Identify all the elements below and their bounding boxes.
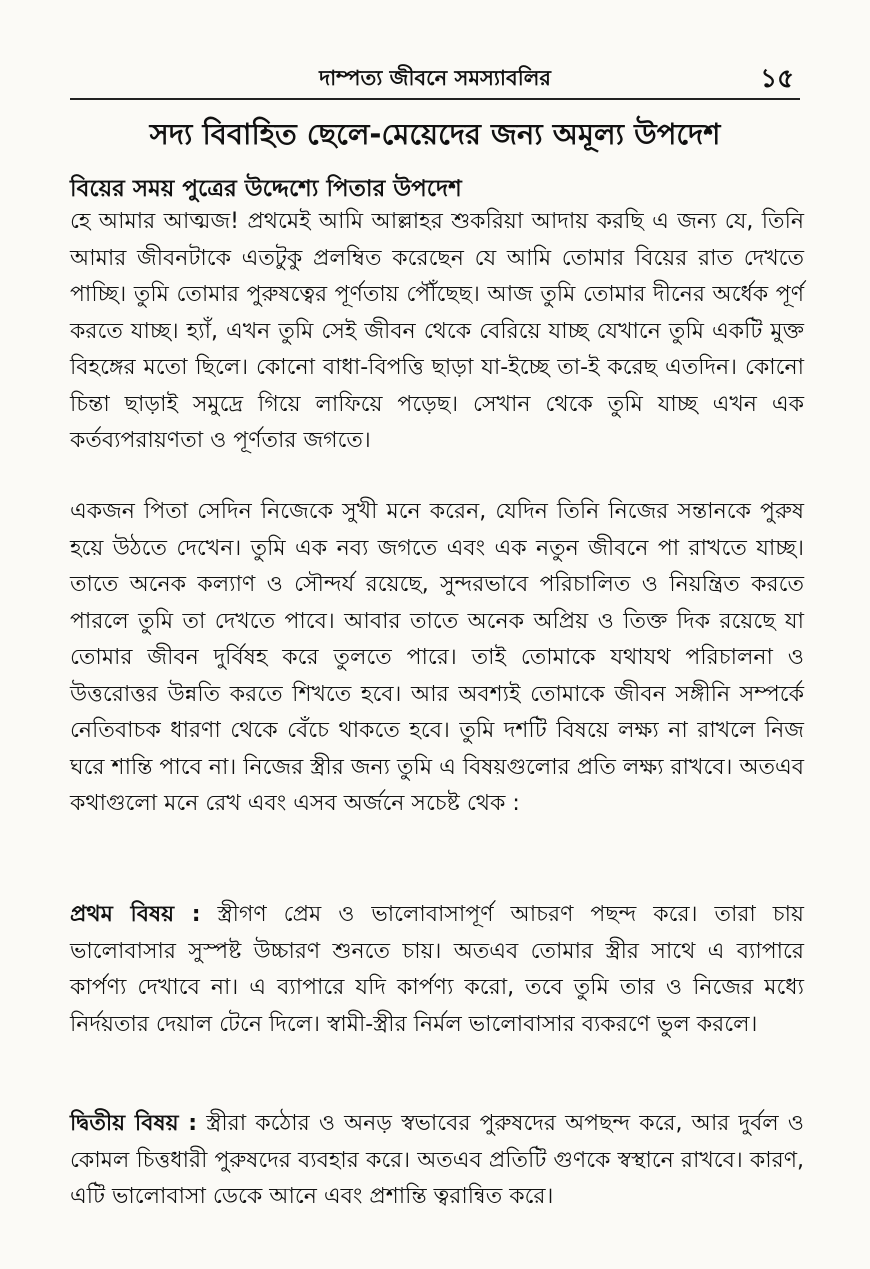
running-title: দাম্পত্য জীবনে সমস্যাবলির [319, 66, 551, 90]
paragraph-1: হে আমার আত্মজ! প্রথমেই আমি আল্লাহর শুকরিয়া আদায় করছি এ জন্য যে, তিনি আমার জীবনটাকে এতটুকু প্রলম্বিত করেছেন যে আমি তোমার বিয়ের রাত দেখতে পাচ্ছি। তুমি তোমার পুরুষত্বের পূর্ণতায় পৌঁছেছ। আজ তুমি তোমার দীনের অর্ধেক পূর্ণ করতে যাচ্ছ। হ্যাঁ, এখন তুমি সেই জীবন থেকে বেরিয়ে যাচ্ছ যেখানে তুমি একটি মুক্ত বিহঙ্গের মতো ছিলে। কোনো বাধা-বিপত্তি ছাড়া যা-ইচ্ছে তা-ই করেছ এতদিন। কোনো চিন্তা ছাড়াই সমুদ্রে গিয়ে লাফিয়ে পড়েছ। সেখান থেকে তুমি যাচ্ছ এখন এক কর্তব্যপরায়ণতা ও পূর্ণতার জগতে। [70, 209, 804, 453]
paragraph-2: একজন পিতা সেদিন নিজেকে সুখী মনে করেন, যেদিন তিনি নিজের সন্তানকে পুরুষ হয়ে উঠতে দেখেন। তুমি এক নব্য জগতে এবং এক নতুন জীবনে পা রাখতে যাচ্ছ। তাতে অনেক কল্যাণ ও সৌন্দর্য রয়েছে, সুন্দরভাবে পরিচালিত ও নিয়ন্ত্রিত করতে পারলে তুমি তা দেখতে পাবে। আবার তাতে অনেক অপ্রিয় ও তিক্ত দিক রয়েছে যা তোমার জীবন দুর্বিষহ করে তুলতে পারে। তাই তোমাকে যথাযথ পরিচালনা ও উত্তরোত্তর উন্নতি করতে শিখতে হবে। আর অবশ্যই তোমাকে জীবন সঙ্গীনি সম্পর্কে নেতিবাচক ধারণা থেকে বেঁচে থাকতে হবে। তুমি দশটি বিষয়ে লক্ষ্য না রাখলে নিজ ঘরে শান্তি পাবে না। নিজের স্ত্রীর জন্য তুমি এ বিষয়গুলোর প্রতি লক্ষ্য রাখবে। অতএব কথাগুলো মনে রেখ এবং এসব অর্জনে সচেষ্ট থেক : [70, 499, 804, 816]
running-header [70, 58, 800, 100]
chapter-title: সদ্য বিবাহিত ছেলে-মেয়েদের জন্য অমূল্য উপদেশ [149, 117, 721, 151]
page-number: ১৫ [760, 64, 794, 94]
section-heading: বিয়ের সময় পুত্রের উদ্দেশ্যে পিতার উপদেশ [70, 176, 462, 202]
first-point-text: স্ত্রীগণ প্রেম ও ভালোবাসাপূর্ণ আচরণ পছন্দ করে। তারা চায় ভালোবাসার সুস্পষ্ট উচ্চারণ শুনতে চায়। অতএব তোমার স্ত্রীর সাথে এ ব্যাপারে কার্পণ্য দেখাবে না। এ ব্যাপারে যদি কার্পণ্য করো, তবে তুমি তার ও নিজের মধ্যে নির্দয়তার দেয়াল টেনে দিলে। স্বামী-স্ত্রীর নির্মল ভালোবাসার ব্যকরণে ভুল করলে। [70, 902, 804, 1037]
paragraph-first-point [70, 897, 804, 1043]
first-point-label: প্রথম বিষয় : [70, 902, 201, 927]
second-point-label: দ্বিতীয় বিষয় : [70, 1111, 198, 1136]
paragraph-second-point [70, 1106, 804, 1216]
second-point-text: স্ত্রীরা কঠোর ও অনড় স্বভাবের পুরুষদের অপছন্দ করে, আর দুর্বল ও কোমল চিত্তধারী পুরুষদের ব্যবহার করে। অতএব প্রতিটি গুণকে স্বস্থানে রাখবে। কারণ, এটি ভালোবাসা ডেকে আনে এবং প্রশান্তি ত্বরান্বিত করে। [70, 1111, 805, 1209]
